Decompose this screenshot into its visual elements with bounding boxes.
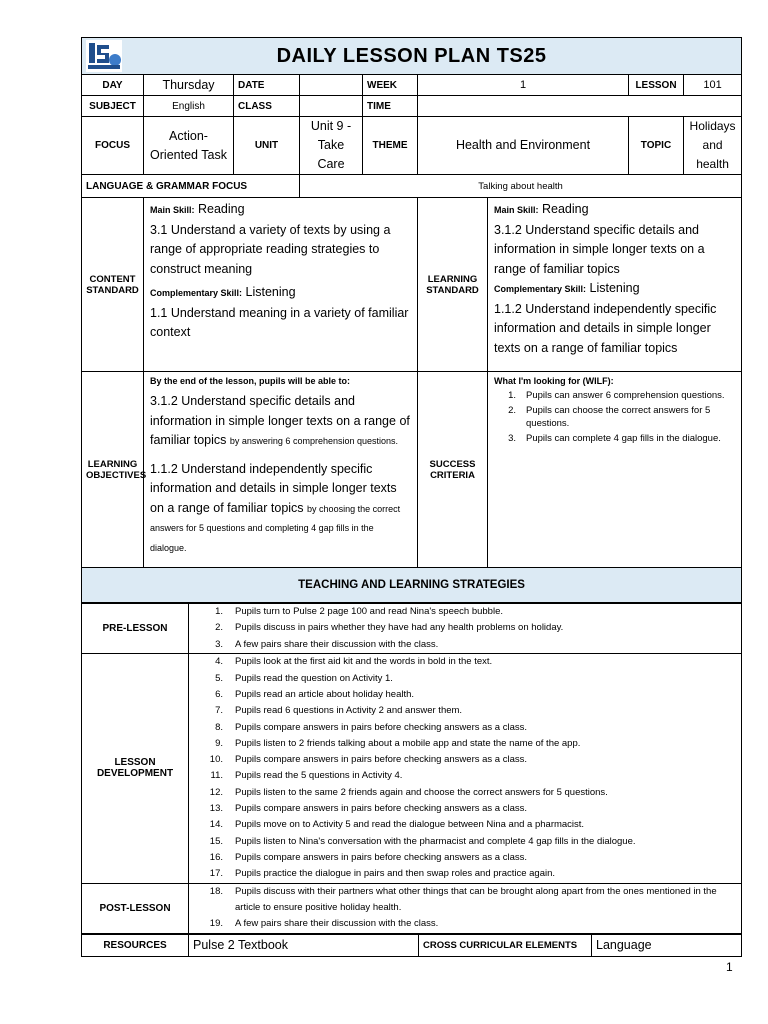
ls-comp-skill-label: Complementary Skill: [494, 284, 587, 294]
list-item: 9. Pupils listen to 2 friends talking about a mobile app and state the name of the app. [215, 737, 581, 749]
list-item: 12. Pupils listen to the same 2 friends again and choose the correct answers for 5 questions. [209, 786, 608, 798]
time-label: TIME [363, 96, 418, 117]
list-item: 1. Pupils can answer 6 comprehension questions. [508, 390, 725, 401]
time-value [418, 96, 742, 117]
date-label: DATE [234, 75, 300, 96]
resources-label: RESOURCES [82, 934, 189, 956]
list-item: 3. Pupils can complete 4 gap fills in the dialogue. [508, 432, 721, 444]
pre-lesson-label: PRE-LESSON [82, 604, 189, 654]
main-skill-value: Reading [198, 202, 245, 216]
resources-value: Pulse 2 Textbook [189, 934, 419, 956]
ls-main-skill-value: Reading [542, 202, 589, 216]
unit-label: UNIT [234, 117, 300, 175]
lesson-label: LESSON [629, 75, 684, 96]
language-focus-value: Talking about health [300, 175, 742, 198]
day-label: DAY [82, 75, 144, 96]
pre-lesson-cell [189, 604, 742, 654]
list-item: 11. Pupils read the 5 questions in Activity 4. [210, 770, 403, 782]
success-criteria-cell [488, 372, 742, 568]
subject-value: English [144, 96, 234, 117]
learning-objectives-cell [144, 372, 418, 568]
content-standard-main-text: 3.1 Understand a variety of texts by using a range of appropriate reading strategies to construct meaning [150, 222, 391, 276]
focus-value: Action-Oriented Task [144, 117, 234, 175]
list-item: 18. Pupils discuss with their partners what other things that can be brought along apart from the ones mentioned in the article to ensure positive holiday health. [209, 885, 717, 914]
theme-label: THEME [363, 117, 418, 175]
objective-1-detail: by answering 6 comprehension questions. [229, 436, 399, 446]
main-skill-label: Main Skill: [150, 205, 195, 215]
objectives-intro: By the end of the lesson, pupils will be able to: [150, 376, 351, 386]
learning-standard-main-text: 3.1.2 Understand specific details and information in simple longer texts on a range of familiar topics [494, 222, 705, 276]
list-item: 16. Pupils compare answers in pairs before checking answers as a class. [209, 851, 527, 863]
wilf-intro: What I'm looking for (WILF): [494, 376, 614, 386]
subject-label: SUBJECT [82, 96, 144, 117]
content-standard-cell [144, 198, 418, 372]
lesson-development-label: LESSON DEVELOPMENT [82, 653, 189, 883]
class-value [300, 96, 363, 117]
lesson-development-cell [189, 653, 742, 883]
list-item: 2. Pupils can choose the correct answers for 5 questions. [508, 404, 711, 429]
post-lesson-steps [189, 884, 741, 933]
learning-standard-comp-text: 1.1.2 Understand independently specific information and details in simple longer texts on a range of familiar topics [494, 301, 717, 355]
content-standard-comp-text: 1.1 Understand meaning in a variety of familiar context [150, 305, 409, 339]
title-cell [82, 38, 742, 75]
list-item: 1. Pupils turn to Pulse 2 page 100 and read Nina's speech bubble. [215, 606, 503, 617]
post-lesson-cell [189, 883, 742, 933]
list-item: 17. Pupils practice the dialogue in pairs and then swap roles and practice again. [209, 868, 556, 880]
ls-main-skill-label: Main Skill: [494, 205, 539, 215]
theme-value: Health and Environment [418, 117, 629, 175]
success-criteria-label: SUCCESS CRITERIA [418, 372, 488, 568]
list-item: 3. A few pairs share their discussion with the class. [215, 638, 439, 650]
topic-value: Holidays and health [684, 117, 742, 175]
week-label: WEEK [363, 75, 418, 96]
topic-label: TOPIC [629, 117, 684, 175]
day-value: Thursday [144, 75, 234, 96]
document-title: DAILY LESSON PLAN TS25 [276, 44, 547, 67]
ls-comp-skill-value: Listening [589, 281, 640, 295]
list-item: 19. A few pairs share their discussion with the class. [209, 918, 439, 930]
lesson-value: 101 [684, 75, 742, 96]
resources-table [81, 934, 742, 957]
list-item: 2. Pupils discuss in pairs whether they have had any health problems on holiday. [215, 622, 564, 634]
cross-curricular-value: Language [592, 934, 742, 956]
cross-curricular-label: CROSS CURRICULAR ELEMENTS [419, 934, 592, 956]
learning-standard-label: LEARNING STANDARD [418, 198, 488, 372]
post-lesson-label: POST-LESSON [82, 883, 189, 933]
language-focus-label: LANGUAGE & GRAMMAR FOCUS [82, 175, 300, 198]
objective-2-detail: by choosing the correct answers for 5 questions and completing 4 gap fills in the dialogue. [150, 503, 401, 553]
list-item: 15. Pupils listen to Nina's conversation with the pharmacist and complete 4 gap fills in the dialogue. [209, 835, 636, 847]
unit-value: Unit 9 - Take Care [300, 117, 363, 175]
lesson-plan-table [81, 37, 742, 603]
learning-standard-cell [488, 198, 742, 372]
content-standard-label: CONTENT STANDARD [82, 198, 144, 372]
learning-objectives-label: LEARNING OBJECTIVES [82, 372, 144, 568]
class-label: CLASS [234, 96, 300, 117]
objective-1-main: 3.1.2 Understand specific details and information in simple longer texts on a range of familiar topics [150, 394, 410, 447]
lesson-development-steps [189, 654, 741, 882]
list-item: 6. Pupils read an article about holiday health. [215, 688, 415, 700]
comp-skill-label: Complementary Skill: [150, 288, 243, 298]
page-number: 1 [726, 960, 733, 974]
list-item: 4. Pupils look at the first aid kit and the words in bold in the text. [215, 656, 493, 668]
strategies-heading: TEACHING AND LEARNING STRATEGIES [82, 568, 742, 603]
strategies-table [81, 603, 742, 934]
objective-2-main: 1.1.2 Understand independently specific information and details in simple longer texts on a range of familiar topics [150, 461, 397, 515]
lesson-plan-page [81, 37, 741, 957]
week-value: 1 [418, 75, 629, 96]
focus-label: FOCUS [82, 117, 144, 175]
comp-skill-value: Listening [245, 285, 296, 299]
date-value [300, 75, 363, 96]
list-item: 10. Pupils compare answers in pairs before checking answers as a class. [209, 754, 527, 766]
list-item: 14. Pupils move on to Activity 5 and read the dialogue between Nina and a pharmacist. [209, 819, 585, 831]
list-item: 13. Pupils compare answers in pairs before checking answers as a class. [209, 802, 527, 814]
list-item: 5. Pupils read the question on Activity 1. [215, 672, 393, 684]
list-item: 7. Pupils read 6 questions in Activity 2 and answer them. [215, 705, 463, 717]
success-criteria-list [494, 389, 735, 445]
pre-lesson-steps [189, 604, 741, 653]
list-item: 8. Pupils compare answers in pairs before checking answers as a class. [215, 721, 527, 733]
school-logo-icon [86, 40, 122, 72]
